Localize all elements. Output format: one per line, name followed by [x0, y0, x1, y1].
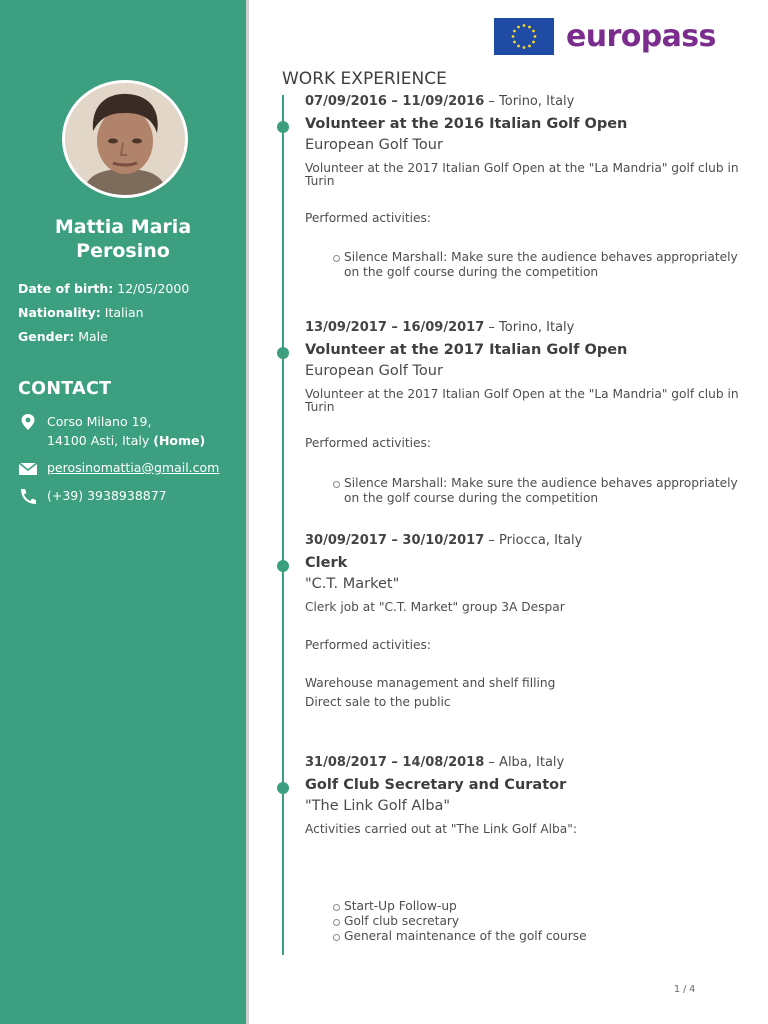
profile-photo: [62, 80, 188, 198]
address-line-2: [47, 431, 205, 450]
sidebar: [0, 0, 246, 1024]
job-organization: "C.T. Market": [305, 576, 400, 592]
eu-flag-star: [532, 41, 535, 44]
nationality: [18, 305, 144, 320]
job-description: Volunteer at the 2017 Italian Golf Open at the "La Mandria" golf club in Turin: [305, 387, 739, 414]
eu-flag-star: [528, 45, 531, 48]
activity-item: General maintenance of the golf course: [344, 929, 587, 943]
activity-item: Golf club secretary: [344, 914, 460, 928]
job-description: Volunteer at the 2017 Italian Golf Open at the "La Mandria" golf club in Turin: [305, 161, 739, 188]
bullet-marker: [333, 255, 340, 262]
europass-wordmark: europass: [566, 19, 716, 54]
email: [47, 458, 219, 477]
job-date-range: 07/09/2016 – 11/09/2016: [305, 94, 485, 109]
sidebar-divider: [246, 0, 249, 1024]
activity-line: Direct sale to the public: [305, 695, 451, 709]
job-date-range: 13/09/2017 – 16/09/2017: [305, 320, 485, 335]
eu-flag-star: [523, 24, 526, 27]
activity-item: Silence Marshall: Make sure the audience behaves appropriately on the golf course during the competition: [344, 250, 738, 279]
address-city: 14100 Asti, Italy: [47, 433, 150, 448]
contact-heading: CONTACT: [18, 379, 112, 399]
birth-value: 12/05/2000: [117, 281, 190, 296]
bullet-marker: [333, 934, 340, 941]
job-dates: [305, 755, 564, 770]
email-link[interactable]: perosinomattia@gmail.com: [47, 460, 220, 475]
bullet-marker: [333, 904, 340, 911]
profile-photo-image: [65, 83, 185, 195]
address-type: (Home): [153, 433, 206, 448]
job-organization: European Golf Tour: [305, 363, 443, 379]
job-description: Activities carried out at "The Link Golf Alba":: [305, 822, 577, 836]
eu-flag-star: [513, 30, 516, 33]
activity-item: Start-Up Follow-up: [344, 899, 457, 913]
job-role: Volunteer at the 2017 Italian Golf Open: [305, 342, 628, 358]
gender-value: Male: [78, 329, 108, 344]
section-title-work-experience: WORK EXPERIENCE: [282, 69, 447, 89]
job-location: – Priocca, Italy: [484, 533, 583, 548]
phone-icon: [18, 487, 38, 505]
eu-flag-star: [534, 35, 537, 38]
page-number: 1 / 4: [674, 984, 696, 995]
activities-label: Performed activities:: [305, 211, 431, 225]
job-organization: "The Link Golf Alba": [305, 798, 451, 814]
eu-flag-star: [532, 30, 535, 33]
timeline-dot: [277, 782, 289, 794]
eu-flag-star: [517, 26, 520, 29]
job-organization: European Golf Tour: [305, 137, 443, 153]
gender-label: Gender:: [18, 329, 75, 344]
job-dates: [305, 94, 574, 109]
timeline-dot: [277, 121, 289, 133]
job-location: – Alba, Italy: [484, 755, 565, 770]
job-location: – Torino, Italy: [484, 320, 575, 335]
address: [47, 412, 205, 450]
job-date-range: 31/08/2017 – 14/08/2018: [305, 755, 485, 770]
job-role: Volunteer at the 2016 Italian Golf Open: [305, 116, 628, 132]
bullet-marker: [333, 919, 340, 926]
bullet-marker: [333, 481, 340, 488]
location-pin-icon: [18, 413, 38, 431]
eu-flag-star: [523, 46, 526, 49]
activity-line: Warehouse management and shelf filling: [305, 676, 556, 690]
phone: (+39) 3938938877: [47, 488, 167, 503]
activity-item: Silence Marshall: Make sure the audience behaves appropriately on the golf course during the competition: [344, 476, 738, 505]
birth-label: Date of birth:: [18, 281, 114, 296]
nationality-label: Nationality:: [18, 305, 101, 320]
job-role: Clerk: [305, 555, 348, 571]
job-role: Golf Club Secretary and Curator: [305, 777, 567, 793]
job-dates: [305, 320, 574, 335]
activities-label: Performed activities:: [305, 638, 431, 652]
date-of-birth: [18, 281, 189, 296]
timeline-line: [282, 95, 284, 955]
envelope-icon: [18, 460, 38, 478]
full-name: [0, 215, 246, 263]
timeline-dot: [277, 347, 289, 359]
activities-label: Performed activities:: [305, 436, 431, 450]
eu-flag-star: [513, 41, 516, 44]
job-dates: [305, 533, 582, 548]
address-line-1: Corso Milano 19,: [47, 414, 152, 429]
nationality-value: Italian: [104, 305, 144, 320]
job-location: – Torino, Italy: [484, 94, 575, 109]
eu-flag-logo: [494, 18, 554, 55]
job-description: Clerk job at "C.T. Market" group 3A Despar: [305, 600, 565, 614]
name-line-last: Perosino: [76, 240, 170, 262]
timeline-dot: [277, 560, 289, 572]
eu-flag-star: [528, 26, 531, 29]
eu-flag-star: [517, 45, 520, 48]
gender: [18, 329, 108, 344]
job-date-range: 30/09/2017 – 30/10/2017: [305, 533, 485, 548]
name-line-first: Mattia Maria: [54, 216, 192, 238]
eu-flag-star: [512, 35, 515, 38]
